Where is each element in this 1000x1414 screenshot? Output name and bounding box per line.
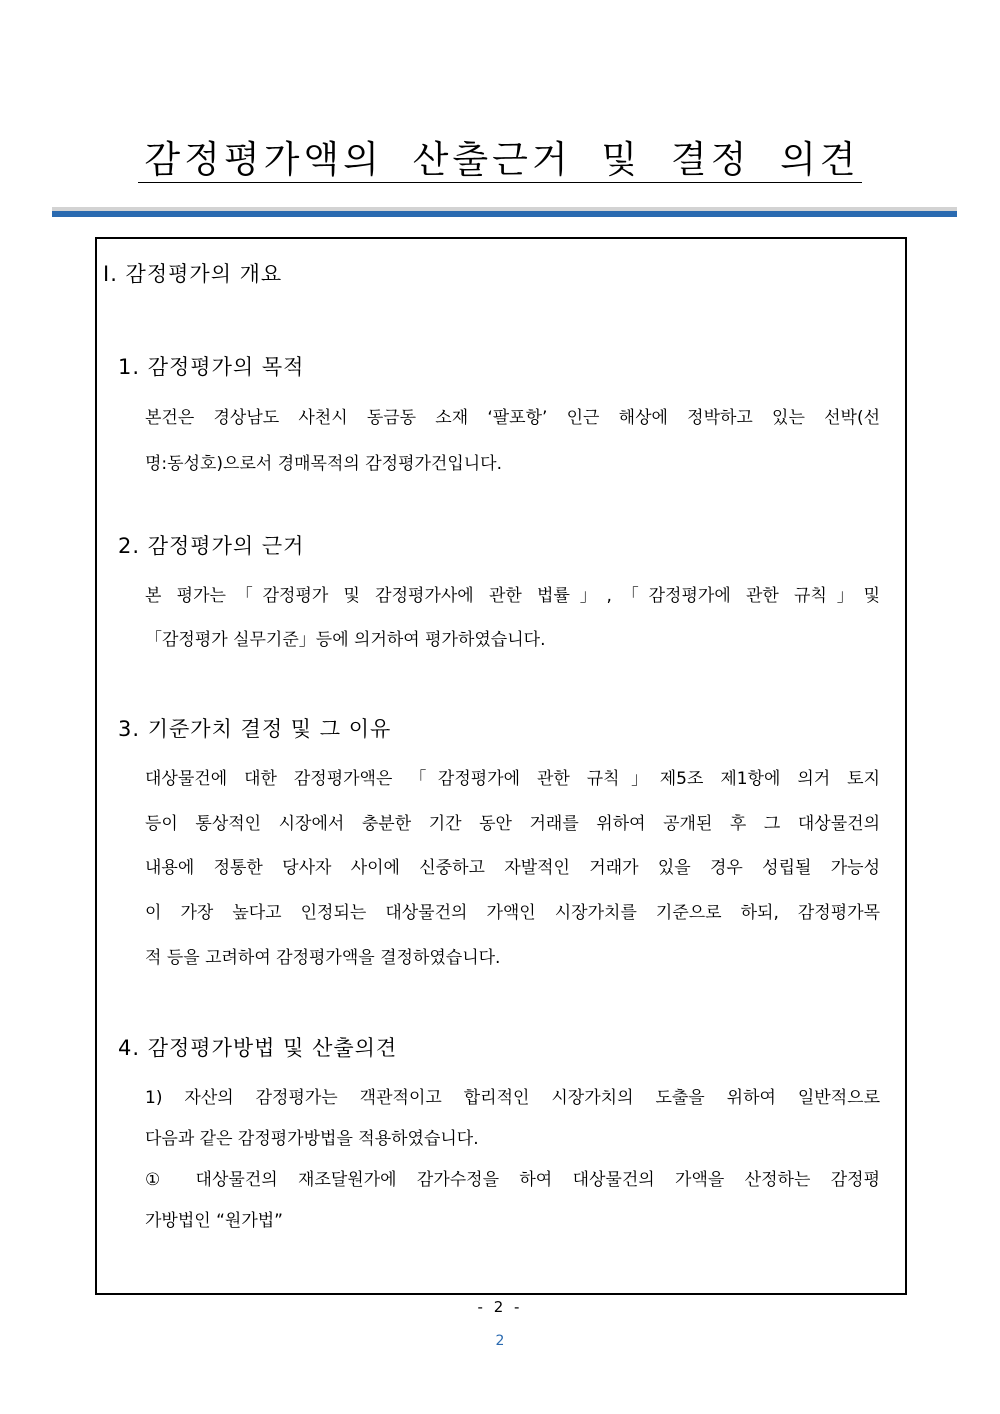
subsection-heading-basis: 2. 감정평가의 근거 [118,534,305,558]
section-heading: Ⅰ. 감정평가의 개요 [103,262,283,286]
page-number: 2 [495,1333,505,1349]
paragraph-line: 등이 통상적인 시장에서 충분한 기간 동안 거래를 위하여 공개된 후 그 대상물건의 [145,814,880,834]
paragraph-line: 내용에 정통한 당사자 사이에 신중하고 자발적인 거래가 있을 경우 성립될 가능성 [145,858,880,878]
page-footer-label: - 2 - [477,1298,523,1316]
paragraph-line: 대상물건에 대한 감정평가액은 「감정평가에 관한 규칙」제5조 제1항에 의거 토지 [145,769,880,789]
subsection-heading-value-basis: 3. 기준가치 결정 및 그 이유 [118,717,392,741]
subsection-heading-method: 4. 감정평가방법 및 산출의견 [118,1036,398,1060]
paragraph-line: 「감정평가 실무기준」등에 의거하여 평가하였습니다. [145,630,546,650]
paragraph-line: ① 대상물건의 재조달원가에 감가수정을 하여 대상물건의 가액을 산정하는 감정평 [145,1170,880,1190]
subsection-heading-purpose: 1. 감정평가의 목적 [118,355,305,379]
paragraph-line: 명:동성호)으로서 경매목적의 감정평가건입니다. [145,454,503,474]
paragraph-line: 본 평가는「감정평가 및 감정평가사에 관한 법률」,「감정평가에 관한 규칙」및 [145,586,880,606]
paragraph-line: 1) 자산의 감정평가는 객관적이고 합리적인 시장가치의 도출을 위하여 일반적으로 [145,1088,880,1108]
document-title-text: 감정평가액의 산출근거 및 결정 의견 [138,138,861,183]
paragraph-line: 다음과 같은 감정평가방법을 적용하였습니다. [145,1129,479,1149]
paragraph-line: 본건은 경상남도 사천시 동금동 소재 ‘팔포항’ 인근 해상에 정박하고 있는 선박(선 [145,408,880,428]
paragraph-line: 적 등을 고려하여 감정평가액을 결정하였습니다. [145,948,501,968]
paragraph-line: 가방법인 “원가법” [145,1211,283,1231]
document-title [0,134,1000,186]
paragraph-line: 이 가장 높다고 인정되는 대상물건의 가액인 시장가치를 기준으로 하되, 감정평가목 [145,903,880,923]
header-rule-blue [52,211,957,217]
